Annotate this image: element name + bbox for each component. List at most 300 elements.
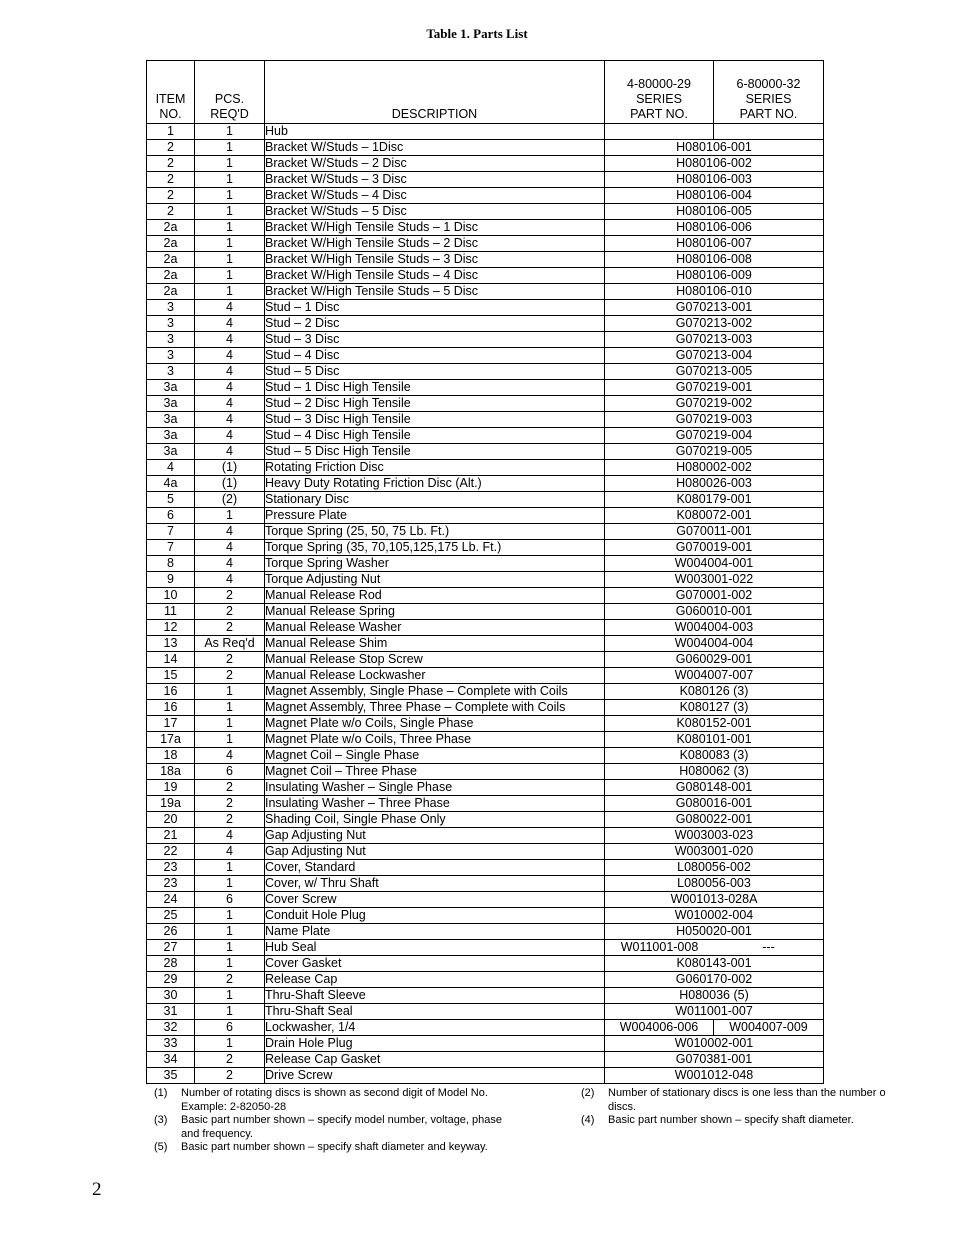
item-no-cell: 2a [147, 284, 195, 300]
header-item-no: ITEM NO. [147, 61, 195, 124]
footnote-text: Basic part number shown – specify shaft diameter. [608, 1114, 854, 1126]
item-no-cell: 10 [147, 588, 195, 604]
item-no-cell: 2 [147, 188, 195, 204]
table-row [147, 732, 824, 748]
pcs-reqd-cell: 1 [195, 940, 265, 956]
item-no-cell: 28 [147, 956, 195, 972]
table-row [147, 588, 824, 604]
part-no-cell: W004004-003 [605, 620, 824, 636]
footnote-text: Basic part number shown – specify model number, voltage, phase [181, 1114, 503, 1126]
description-cell: Lockwasher, 1/4 [265, 1020, 605, 1036]
table-row [147, 300, 824, 316]
table-row [147, 556, 824, 572]
item-no-cell: 4a [147, 476, 195, 492]
item-no-cell: 7 [147, 540, 195, 556]
table-row [147, 252, 824, 268]
item-no-cell: 8 [147, 556, 195, 572]
pcs-reqd-cell: 1 [195, 1036, 265, 1052]
part-no-cell: H080106-009 [605, 268, 824, 284]
description-cell: Torque Spring (35, 70,105,125,175 Lb. Ft.) [265, 540, 605, 556]
table-row [147, 204, 824, 220]
pcs-reqd-cell: 6 [195, 892, 265, 908]
table-row [147, 492, 824, 508]
table-row [147, 796, 824, 812]
part-no-4-series-cell [605, 124, 714, 140]
pcs-reqd-cell: 4 [195, 748, 265, 764]
footnote-text: Example: 2-82050-28 [181, 1100, 287, 1113]
table-row [147, 876, 824, 892]
item-no-cell: 3a [147, 380, 195, 396]
footnote [581, 1087, 954, 1114]
part-no-cell: K080179-001 [605, 492, 824, 508]
item-no-cell: 6 [147, 508, 195, 524]
item-no-cell: 2 [147, 156, 195, 172]
description-cell: Manual Release Rod [265, 588, 605, 604]
part-no-cell: H080036 (5) [605, 988, 824, 1004]
item-no-cell: 2 [147, 204, 195, 220]
footnote-number: (3) [154, 1114, 168, 1126]
part-no-cell: K080152-001 [605, 716, 824, 732]
table-row [147, 188, 824, 204]
description-cell: Insulating Washer – Three Phase [265, 796, 605, 812]
pcs-reqd-cell: 2 [195, 652, 265, 668]
pcs-reqd-cell: 2 [195, 604, 265, 620]
item-no-cell: 2 [147, 172, 195, 188]
table-row [147, 172, 824, 188]
pcs-reqd-cell: 1 [195, 988, 265, 1004]
table-row [147, 892, 824, 908]
pcs-reqd-cell: 4 [195, 428, 265, 444]
part-no-cell: G070213-004 [605, 348, 824, 364]
table-row [147, 364, 824, 380]
item-no-cell: 17a [147, 732, 195, 748]
part-no-cell: K080126 (3) [605, 684, 824, 700]
item-no-cell: 11 [147, 604, 195, 620]
pcs-reqd-cell: 4 [195, 316, 265, 332]
table-row [147, 716, 824, 732]
part-no-cell: W003001-020 [605, 844, 824, 860]
table-row [147, 940, 824, 956]
pcs-reqd-cell: 4 [195, 396, 265, 412]
header-pcs-reqd: PCS. REQ'D [195, 61, 265, 124]
pcs-reqd-cell: 1 [195, 284, 265, 300]
table-row [147, 956, 824, 972]
item-no-cell: 20 [147, 812, 195, 828]
item-no-cell: 27 [147, 940, 195, 956]
item-no-cell: 30 [147, 988, 195, 1004]
table-row [147, 460, 824, 476]
description-cell: Torque Adjusting Nut [265, 572, 605, 588]
table-row [147, 524, 824, 540]
table-row [147, 844, 824, 860]
description-cell: Cover, Standard [265, 860, 605, 876]
item-no-cell: 2a [147, 220, 195, 236]
item-no-cell: 3a [147, 412, 195, 428]
description-cell: Magnet Assembly, Three Phase – Complete with Coils [265, 700, 605, 716]
description-cell: Bracket W/High Tensile Studs – 2 Disc [265, 236, 605, 252]
item-no-cell: 18 [147, 748, 195, 764]
part-no-cell: H080002-002 [605, 460, 824, 476]
description-cell: Thru-Shaft Seal [265, 1004, 605, 1020]
table-row [147, 1036, 824, 1052]
parts-list-table [146, 60, 824, 1084]
part-no-cell: L080056-002 [605, 860, 824, 876]
table-row [147, 604, 824, 620]
description-cell: Stationary Disc [265, 492, 605, 508]
part-no-cell: G070213-001 [605, 300, 824, 316]
table-row [147, 572, 824, 588]
item-no-cell: 15 [147, 668, 195, 684]
item-no-cell: 17 [147, 716, 195, 732]
description-cell: Drain Hole Plug [265, 1036, 605, 1052]
part-no-cell: W004004-004 [605, 636, 824, 652]
description-cell: Hub Seal [265, 940, 605, 956]
description-cell: Torque Spring (25, 50, 75 Lb. Ft.) [265, 524, 605, 540]
pcs-reqd-cell: 4 [195, 572, 265, 588]
table-row [147, 1004, 824, 1020]
part-no-6-series-cell [714, 124, 824, 140]
item-no-cell: 2a [147, 268, 195, 284]
pcs-reqd-cell: 2 [195, 1052, 265, 1068]
pcs-reqd-cell: 1 [195, 924, 265, 940]
description-cell: Bracket W/High Tensile Studs – 5 Disc [265, 284, 605, 300]
table-row [147, 396, 824, 412]
description-cell: Magnet Coil – Three Phase [265, 764, 605, 780]
part-no-cell: H080106-010 [605, 284, 824, 300]
footnote-number: (5) [154, 1141, 168, 1153]
pcs-reqd-cell: 4 [195, 364, 265, 380]
table-row [147, 748, 824, 764]
pcs-reqd-cell: 6 [195, 1020, 265, 1036]
part-no-cell: K080083 (3) [605, 748, 824, 764]
description-cell: Magnet Assembly, Single Phase – Complete with Coils [265, 684, 605, 700]
pcs-reqd-cell: 4 [195, 524, 265, 540]
description-cell: Stud – 3 Disc [265, 332, 605, 348]
description-cell: Stud – 5 Disc [265, 364, 605, 380]
footnote-text: and frequency. [181, 1127, 253, 1140]
header-description: DESCRIPTION [265, 61, 605, 124]
table-row [147, 476, 824, 492]
page-number: 2 [92, 1179, 102, 1200]
pcs-reqd-cell: 1 [195, 684, 265, 700]
pcs-reqd-cell: 4 [195, 348, 265, 364]
pcs-reqd-cell: 1 [195, 860, 265, 876]
item-no-cell: 5 [147, 492, 195, 508]
description-cell: Stud – 5 Disc High Tensile [265, 444, 605, 460]
description-cell: Rotating Friction Disc [265, 460, 605, 476]
part-no-cell: L080056-003 [605, 876, 824, 892]
pcs-reqd-cell: 1 [195, 268, 265, 284]
description-cell: Insulating Washer – Single Phase [265, 780, 605, 796]
part-no-cell: G070213-003 [605, 332, 824, 348]
part-no-cell: H080062 (3) [605, 764, 824, 780]
pcs-reqd-cell: 4 [195, 444, 265, 460]
footnote-number: (2) [581, 1087, 595, 1099]
part-no-cell: G070219-003 [605, 412, 824, 428]
description-cell: Bracket W/Studs – 2 Disc [265, 156, 605, 172]
pcs-reqd-cell: 1 [195, 156, 265, 172]
description-cell: Bracket W/High Tensile Studs – 3 Disc [265, 252, 605, 268]
item-no-cell: 3a [147, 396, 195, 412]
pcs-reqd-cell: 1 [195, 908, 265, 924]
item-no-cell: 23 [147, 876, 195, 892]
part-no-cell: G060029-001 [605, 652, 824, 668]
part-no-cell: K080101-001 [605, 732, 824, 748]
part-no-cell: W003003-023 [605, 828, 824, 844]
pcs-reqd-cell: 1 [195, 236, 265, 252]
part-no-cell: W011001-007 [605, 1004, 824, 1020]
part-no-cell: G070219-001 [605, 380, 824, 396]
pcs-reqd-cell: 2 [195, 796, 265, 812]
part-no-cell: W010002-001 [605, 1036, 824, 1052]
footnote-text: Basic part number shown – specify shaft diameter and keyway. [181, 1141, 488, 1153]
part-no-cell: G070219-004 [605, 428, 824, 444]
item-no-cell: 4 [147, 460, 195, 476]
pcs-reqd-cell: 4 [195, 300, 265, 316]
description-cell: Manual Release Spring [265, 604, 605, 620]
pcs-reqd-cell: 1 [195, 956, 265, 972]
description-cell: Torque Spring Washer [265, 556, 605, 572]
table-row [147, 1052, 824, 1068]
part-no-cell: G080148-001 [605, 780, 824, 796]
table-row [147, 668, 824, 684]
description-cell: Bracket W/Studs – 1Disc [265, 140, 605, 156]
part-no-6-series: --- [762, 940, 775, 954]
part-no-cell: G060010-001 [605, 604, 824, 620]
table-row [147, 620, 824, 636]
item-no-cell: 3 [147, 300, 195, 316]
item-no-cell: 19 [147, 780, 195, 796]
footnote-text: Number of stationary discs is one less than the number o [608, 1087, 886, 1099]
part-no-cell: G070213-002 [605, 316, 824, 332]
part-no-cell: K080143-001 [605, 956, 824, 972]
item-no-cell: 13 [147, 636, 195, 652]
item-no-cell: 33 [147, 1036, 195, 1052]
pcs-reqd-cell: 1 [195, 172, 265, 188]
part-no-cell: W001012-048 [605, 1068, 824, 1084]
item-no-cell: 21 [147, 828, 195, 844]
description-cell: Stud – 1 Disc [265, 300, 605, 316]
description-cell: Bracket W/Studs – 4 Disc [265, 188, 605, 204]
part-no-cell: H080106-001 [605, 140, 824, 156]
pcs-reqd-cell: 1 [195, 252, 265, 268]
pcs-reqd-cell: 4 [195, 540, 265, 556]
item-no-cell: 2a [147, 252, 195, 268]
pcs-reqd-cell: (1) [195, 476, 265, 492]
footnote [154, 1087, 574, 1114]
part-no-cell: W004004-001 [605, 556, 824, 572]
item-no-cell: 22 [147, 844, 195, 860]
footnote-number: (1) [154, 1087, 168, 1099]
pcs-reqd-cell: 1 [195, 124, 265, 140]
description-cell: Bracket W/Studs – 5 Disc [265, 204, 605, 220]
part-no-cell: G070213-005 [605, 364, 824, 380]
table-row [147, 124, 824, 140]
part-no-cell: G080022-001 [605, 812, 824, 828]
pcs-reqd-cell: 1 [195, 700, 265, 716]
table-header-row [147, 61, 824, 124]
table-row [147, 780, 824, 796]
table-row [147, 828, 824, 844]
part-no-cell: G060170-002 [605, 972, 824, 988]
description-cell: Cover, w/ Thru Shaft [265, 876, 605, 892]
item-no-cell: 24 [147, 892, 195, 908]
part-no-cell: K080072-001 [605, 508, 824, 524]
pcs-reqd-cell: 1 [195, 140, 265, 156]
item-no-cell: 19a [147, 796, 195, 812]
description-cell: Hub [265, 124, 605, 140]
table-row [147, 236, 824, 252]
header-4-series-part-no: 4-80000-29 SERIES PART NO. [605, 61, 714, 124]
pcs-reqd-cell: 1 [195, 732, 265, 748]
pcs-reqd-cell: 4 [195, 380, 265, 396]
table-row [147, 380, 824, 396]
footnote [581, 1114, 954, 1128]
description-cell: Stud – 2 Disc High Tensile [265, 396, 605, 412]
description-cell: Gap Adjusting Nut [265, 828, 605, 844]
description-cell: Stud – 1 Disc High Tensile [265, 380, 605, 396]
table-row [147, 156, 824, 172]
pcs-reqd-cell: 1 [195, 876, 265, 892]
table-row [147, 508, 824, 524]
part-no-cell: W003001-022 [605, 572, 824, 588]
footnote [154, 1141, 574, 1155]
pcs-reqd-cell: 1 [195, 716, 265, 732]
part-no-cell: H080106-003 [605, 172, 824, 188]
table-row [147, 684, 824, 700]
part-no-cell: H080106-007 [605, 236, 824, 252]
description-cell: Conduit Hole Plug [265, 908, 605, 924]
item-no-cell: 31 [147, 1004, 195, 1020]
part-no-cell: H050020-001 [605, 924, 824, 940]
footnote [154, 1114, 574, 1141]
pcs-reqd-cell: 6 [195, 764, 265, 780]
item-no-cell: 3 [147, 348, 195, 364]
pcs-reqd-cell: 2 [195, 588, 265, 604]
item-no-cell: 23 [147, 860, 195, 876]
pcs-reqd-cell: (1) [195, 460, 265, 476]
table-row [147, 908, 824, 924]
item-no-cell: 16 [147, 684, 195, 700]
description-cell: Magnet Plate w/o Coils, Three Phase [265, 732, 605, 748]
description-cell: Magnet Coil – Single Phase [265, 748, 605, 764]
description-cell: Manual Release Shim [265, 636, 605, 652]
part-no-cell: G070001-002 [605, 588, 824, 604]
description-cell: Thru-Shaft Sleeve [265, 988, 605, 1004]
item-no-cell: 18a [147, 764, 195, 780]
pcs-reqd-cell: 4 [195, 412, 265, 428]
item-no-cell: 3a [147, 444, 195, 460]
table-row [147, 540, 824, 556]
table-row [147, 972, 824, 988]
description-cell: Stud – 4 Disc [265, 348, 605, 364]
description-cell: Stud – 3 Disc High Tensile [265, 412, 605, 428]
pcs-reqd-cell: 4 [195, 556, 265, 572]
table-row [147, 220, 824, 236]
item-no-cell: 3 [147, 316, 195, 332]
item-no-cell: 29 [147, 972, 195, 988]
item-no-cell: 26 [147, 924, 195, 940]
item-no-cell: 7 [147, 524, 195, 540]
table-row [147, 652, 824, 668]
item-no-cell: 2 [147, 140, 195, 156]
table-row [147, 764, 824, 780]
description-cell: Pressure Plate [265, 508, 605, 524]
item-no-cell: 3a [147, 428, 195, 444]
table-row [147, 332, 824, 348]
description-cell: Bracket W/Studs – 3 Disc [265, 172, 605, 188]
part-no-cell: K080127 (3) [605, 700, 824, 716]
pcs-reqd-cell: 2 [195, 812, 265, 828]
item-no-cell: 9 [147, 572, 195, 588]
description-cell: Stud – 4 Disc High Tensile [265, 428, 605, 444]
item-no-cell: 1 [147, 124, 195, 140]
description-cell: Cover Gasket [265, 956, 605, 972]
pcs-reqd-cell: 1 [195, 204, 265, 220]
item-no-cell: 2a [147, 236, 195, 252]
part-no-cell: W010002-004 [605, 908, 824, 924]
part-no-cell: W001013-028A [605, 892, 824, 908]
footnote-text: discs. [608, 1100, 637, 1113]
table-row [147, 428, 824, 444]
item-no-cell: 34 [147, 1052, 195, 1068]
part-no-cell: G080016-001 [605, 796, 824, 812]
part-no-4-series: W011001-008 [620, 940, 699, 954]
item-no-cell: 16 [147, 700, 195, 716]
pcs-reqd-cell: 4 [195, 844, 265, 860]
pcs-reqd-cell: 4 [195, 828, 265, 844]
description-cell: Name Plate [265, 924, 605, 940]
description-cell: Bracket W/High Tensile Studs – 4 Disc [265, 268, 605, 284]
table-row [147, 1020, 824, 1036]
part-no-6-series-cell: W004007-009 [714, 1020, 824, 1036]
parts-table-body [147, 124, 824, 1084]
table-row [147, 924, 824, 940]
item-no-cell: 25 [147, 908, 195, 924]
description-cell: Manual Release Lockwasher [265, 668, 605, 684]
table-row [147, 700, 824, 716]
description-cell: Magnet Plate w/o Coils, Single Phase [265, 716, 605, 732]
description-cell: Manual Release Washer [265, 620, 605, 636]
part-no-cell: H080106-004 [605, 188, 824, 204]
pcs-reqd-cell: 1 [195, 220, 265, 236]
description-cell: Gap Adjusting Nut [265, 844, 605, 860]
description-cell: Release Cap Gasket [265, 1052, 605, 1068]
part-no-cell [605, 940, 824, 956]
table-row [147, 412, 824, 428]
part-no-4-series-cell: W004006-006 [605, 1020, 714, 1036]
pcs-reqd-cell: 2 [195, 620, 265, 636]
table-row [147, 1068, 824, 1084]
item-no-cell: 14 [147, 652, 195, 668]
header-6-series-part-no: 6-80000-32 SERIES PART NO. [714, 61, 824, 124]
pcs-reqd-cell: (2) [195, 492, 265, 508]
part-no-cell: W004007-007 [605, 668, 824, 684]
pcs-reqd-cell: 1 [195, 508, 265, 524]
description-cell: Manual Release Stop Screw [265, 652, 605, 668]
description-cell: Stud – 2 Disc [265, 316, 605, 332]
pcs-reqd-cell: As Req'd [195, 636, 265, 652]
table-row [147, 812, 824, 828]
table-row [147, 348, 824, 364]
table-row [147, 316, 824, 332]
table-row [147, 988, 824, 1004]
pcs-reqd-cell: 2 [195, 1068, 265, 1084]
table-row [147, 140, 824, 156]
description-cell: Cover Screw [265, 892, 605, 908]
description-cell: Drive Screw [265, 1068, 605, 1084]
pcs-reqd-cell: 4 [195, 332, 265, 348]
